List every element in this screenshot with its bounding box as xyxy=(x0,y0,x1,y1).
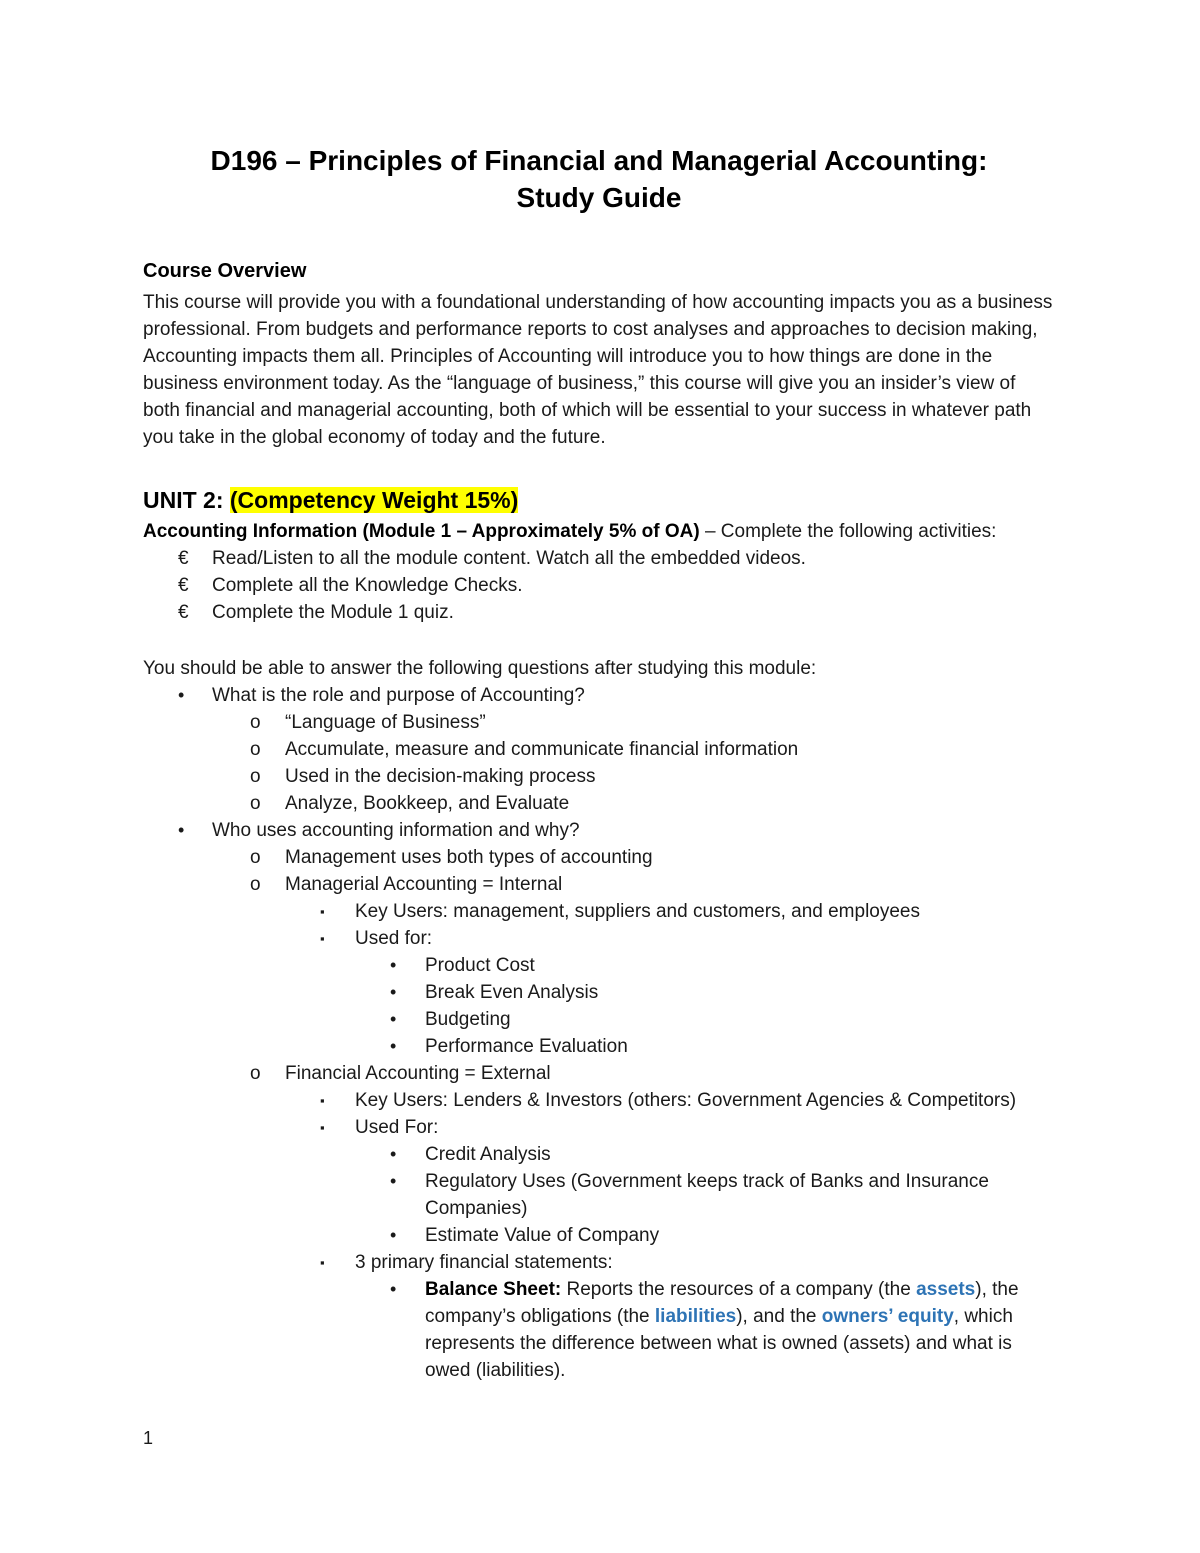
bullet-icon: • xyxy=(178,820,185,840)
checklist-item-text: Complete all the Knowledge Checks. xyxy=(212,575,523,596)
balance-sheet-label: Balance Sheet: xyxy=(425,1279,562,1300)
outline-item xyxy=(143,1141,1055,1168)
outline-item-text: Management uses both types of accounting xyxy=(285,847,653,868)
outline-item xyxy=(143,1249,1055,1276)
term-assets: assets xyxy=(916,1279,976,1300)
unit2-competency-weight-highlight: (Competency Weight 15%) xyxy=(229,487,519,513)
balance-sheet-seg3: ), and the xyxy=(736,1306,822,1327)
outline-item xyxy=(143,790,1055,817)
circle-bullet-icon: o xyxy=(250,793,261,814)
questions-intro: You should be able to answer the following questions after studying this module: xyxy=(143,658,817,679)
outline-item-text: Budgeting xyxy=(425,1009,511,1030)
balance-sheet-item xyxy=(143,1276,1055,1384)
bullet-icon: • xyxy=(390,1144,397,1164)
outline-item xyxy=(143,1060,1055,1087)
outline-item xyxy=(143,898,1055,925)
outline-item-text: Credit Analysis xyxy=(425,1144,551,1165)
outline-item-text: Used for: xyxy=(355,928,433,949)
outline-item-text: Used in the decision-making process xyxy=(285,766,596,787)
outline-item xyxy=(143,979,1055,1006)
circle-bullet-icon: o xyxy=(250,847,261,868)
checklist-item xyxy=(143,572,1055,599)
outline-item xyxy=(143,844,1055,871)
outline-item-text: Estimate Value of Company xyxy=(425,1225,660,1246)
document-title xyxy=(143,142,1055,216)
outline-item-text: Regulatory Uses (Government keeps track of Banks and Insurance Companies) xyxy=(425,1171,989,1219)
outline-item-text: Key Users: Lenders & Investors (others: Government Agencies & Competitors) xyxy=(355,1090,1017,1111)
checklist-item-text: Complete the Module 1 quiz. xyxy=(212,602,454,623)
page-number: 1 xyxy=(143,1428,154,1448)
module1-instruction: – Complete the following activities: xyxy=(699,521,997,542)
outline-item-text: What is the role and purpose of Accounting? xyxy=(212,685,585,706)
outline-item-text: Break Even Analysis xyxy=(425,982,599,1003)
outline-item xyxy=(143,817,1055,844)
outline-item xyxy=(143,1006,1055,1033)
circle-bullet-icon: o xyxy=(250,874,261,895)
checkbox-marker-icon: € xyxy=(178,602,189,623)
square-bullet-icon: ▪ xyxy=(320,1120,325,1135)
outline-item xyxy=(143,1087,1055,1114)
circle-bullet-icon: o xyxy=(250,766,261,787)
checklist-item-text: Read/Listen to all the module content. Watch all the embedded videos. xyxy=(212,548,806,569)
term-owners-equity: owners’ equity xyxy=(821,1306,954,1327)
outline-item xyxy=(143,736,1055,763)
outline-item-text: Managerial Accounting = Internal xyxy=(285,874,563,895)
square-bullet-icon: ▪ xyxy=(320,1093,325,1108)
bullet-icon: • xyxy=(390,1225,397,1245)
bullet-icon: • xyxy=(390,955,397,975)
outline-item-text: “Language of Business” xyxy=(285,712,486,733)
outline-item-text: Used For: xyxy=(355,1117,439,1138)
outline-item xyxy=(143,682,1055,709)
bullet-icon: • xyxy=(390,1036,397,1056)
balance-sheet-seg2: ), the company’s obligations (the xyxy=(425,1279,1019,1327)
outline-item xyxy=(143,1168,1055,1222)
unit2-label: UNIT 2: xyxy=(143,487,230,513)
outline-item-text: Product Cost xyxy=(425,955,535,976)
checkbox-marker-icon: € xyxy=(178,548,189,569)
course-overview-heading: Course Overview xyxy=(143,260,307,282)
outline-item xyxy=(143,952,1055,979)
square-bullet-icon: ▪ xyxy=(320,931,325,946)
bullet-icon: • xyxy=(390,982,397,1002)
outline-item xyxy=(143,709,1055,736)
outline-item-text: Financial Accounting = External xyxy=(285,1063,551,1084)
bullet-icon: • xyxy=(178,685,185,705)
outline-item xyxy=(143,1222,1055,1249)
bullet-icon: • xyxy=(390,1009,397,1029)
module1-heading-line xyxy=(143,518,1055,545)
circle-bullet-icon: o xyxy=(250,739,261,760)
outline-item-text: Accumulate, measure and communicate financial information xyxy=(285,739,799,760)
outline-item-text: Key Users: management, suppliers and customers, and employees xyxy=(355,901,920,922)
document-title-line-2: Study Guide xyxy=(516,182,682,213)
outline-item xyxy=(143,1114,1055,1141)
document-title-line-1: D196 – Principles of Financial and Managerial Accounting: xyxy=(210,145,988,176)
balance-sheet-seg1: Reports the resources of a company (the xyxy=(561,1279,917,1300)
checkbox-marker-icon: € xyxy=(178,575,189,596)
outline-item xyxy=(143,763,1055,790)
outline-item-text: Analyze, Bookkeep, and Evaluate xyxy=(285,793,570,814)
bullet-icon: • xyxy=(390,1279,397,1299)
square-bullet-icon: ▪ xyxy=(320,1255,325,1270)
checklist-item xyxy=(143,599,1055,626)
outline-item-text: Performance Evaluation xyxy=(425,1036,628,1057)
circle-bullet-icon: o xyxy=(250,712,261,733)
outline-item xyxy=(143,925,1055,952)
balance-sheet-text xyxy=(425,1279,1019,1381)
bullet-icon: • xyxy=(390,1171,397,1191)
square-bullet-icon: ▪ xyxy=(320,904,325,919)
module1-title: Accounting Information (Module 1 – Approximately 5% of OA) xyxy=(143,521,700,542)
checklist-item xyxy=(143,545,1055,572)
outline-item xyxy=(143,871,1055,898)
outline-item-text: Who uses accounting information and why? xyxy=(212,820,580,841)
course-overview-paragraph: This course will provide you with a foundational understanding of how accounting impacts you as a business professional. From budgets and performance reports to cost analyses and approaches to decision making, Accounting impacts them all. Principles of Accounting will introduce you to how things are done in the business environment today. As the “language of business,” this course will give you an insider’s view of both financial and managerial accounting, both of which will be essential to your success in whatever path you take in the global economy of today and the future. xyxy=(143,292,1053,448)
balance-sheet-seg4: , which represents the difference between what is owned (assets) and what is owed (liabilities). xyxy=(425,1306,1013,1381)
circle-bullet-icon: o xyxy=(250,1063,261,1084)
term-liabilities: liabilities xyxy=(654,1306,737,1327)
outline-item xyxy=(143,1033,1055,1060)
unit2-heading xyxy=(143,485,1055,515)
outline-item-text: 3 primary financial statements: xyxy=(355,1252,613,1273)
